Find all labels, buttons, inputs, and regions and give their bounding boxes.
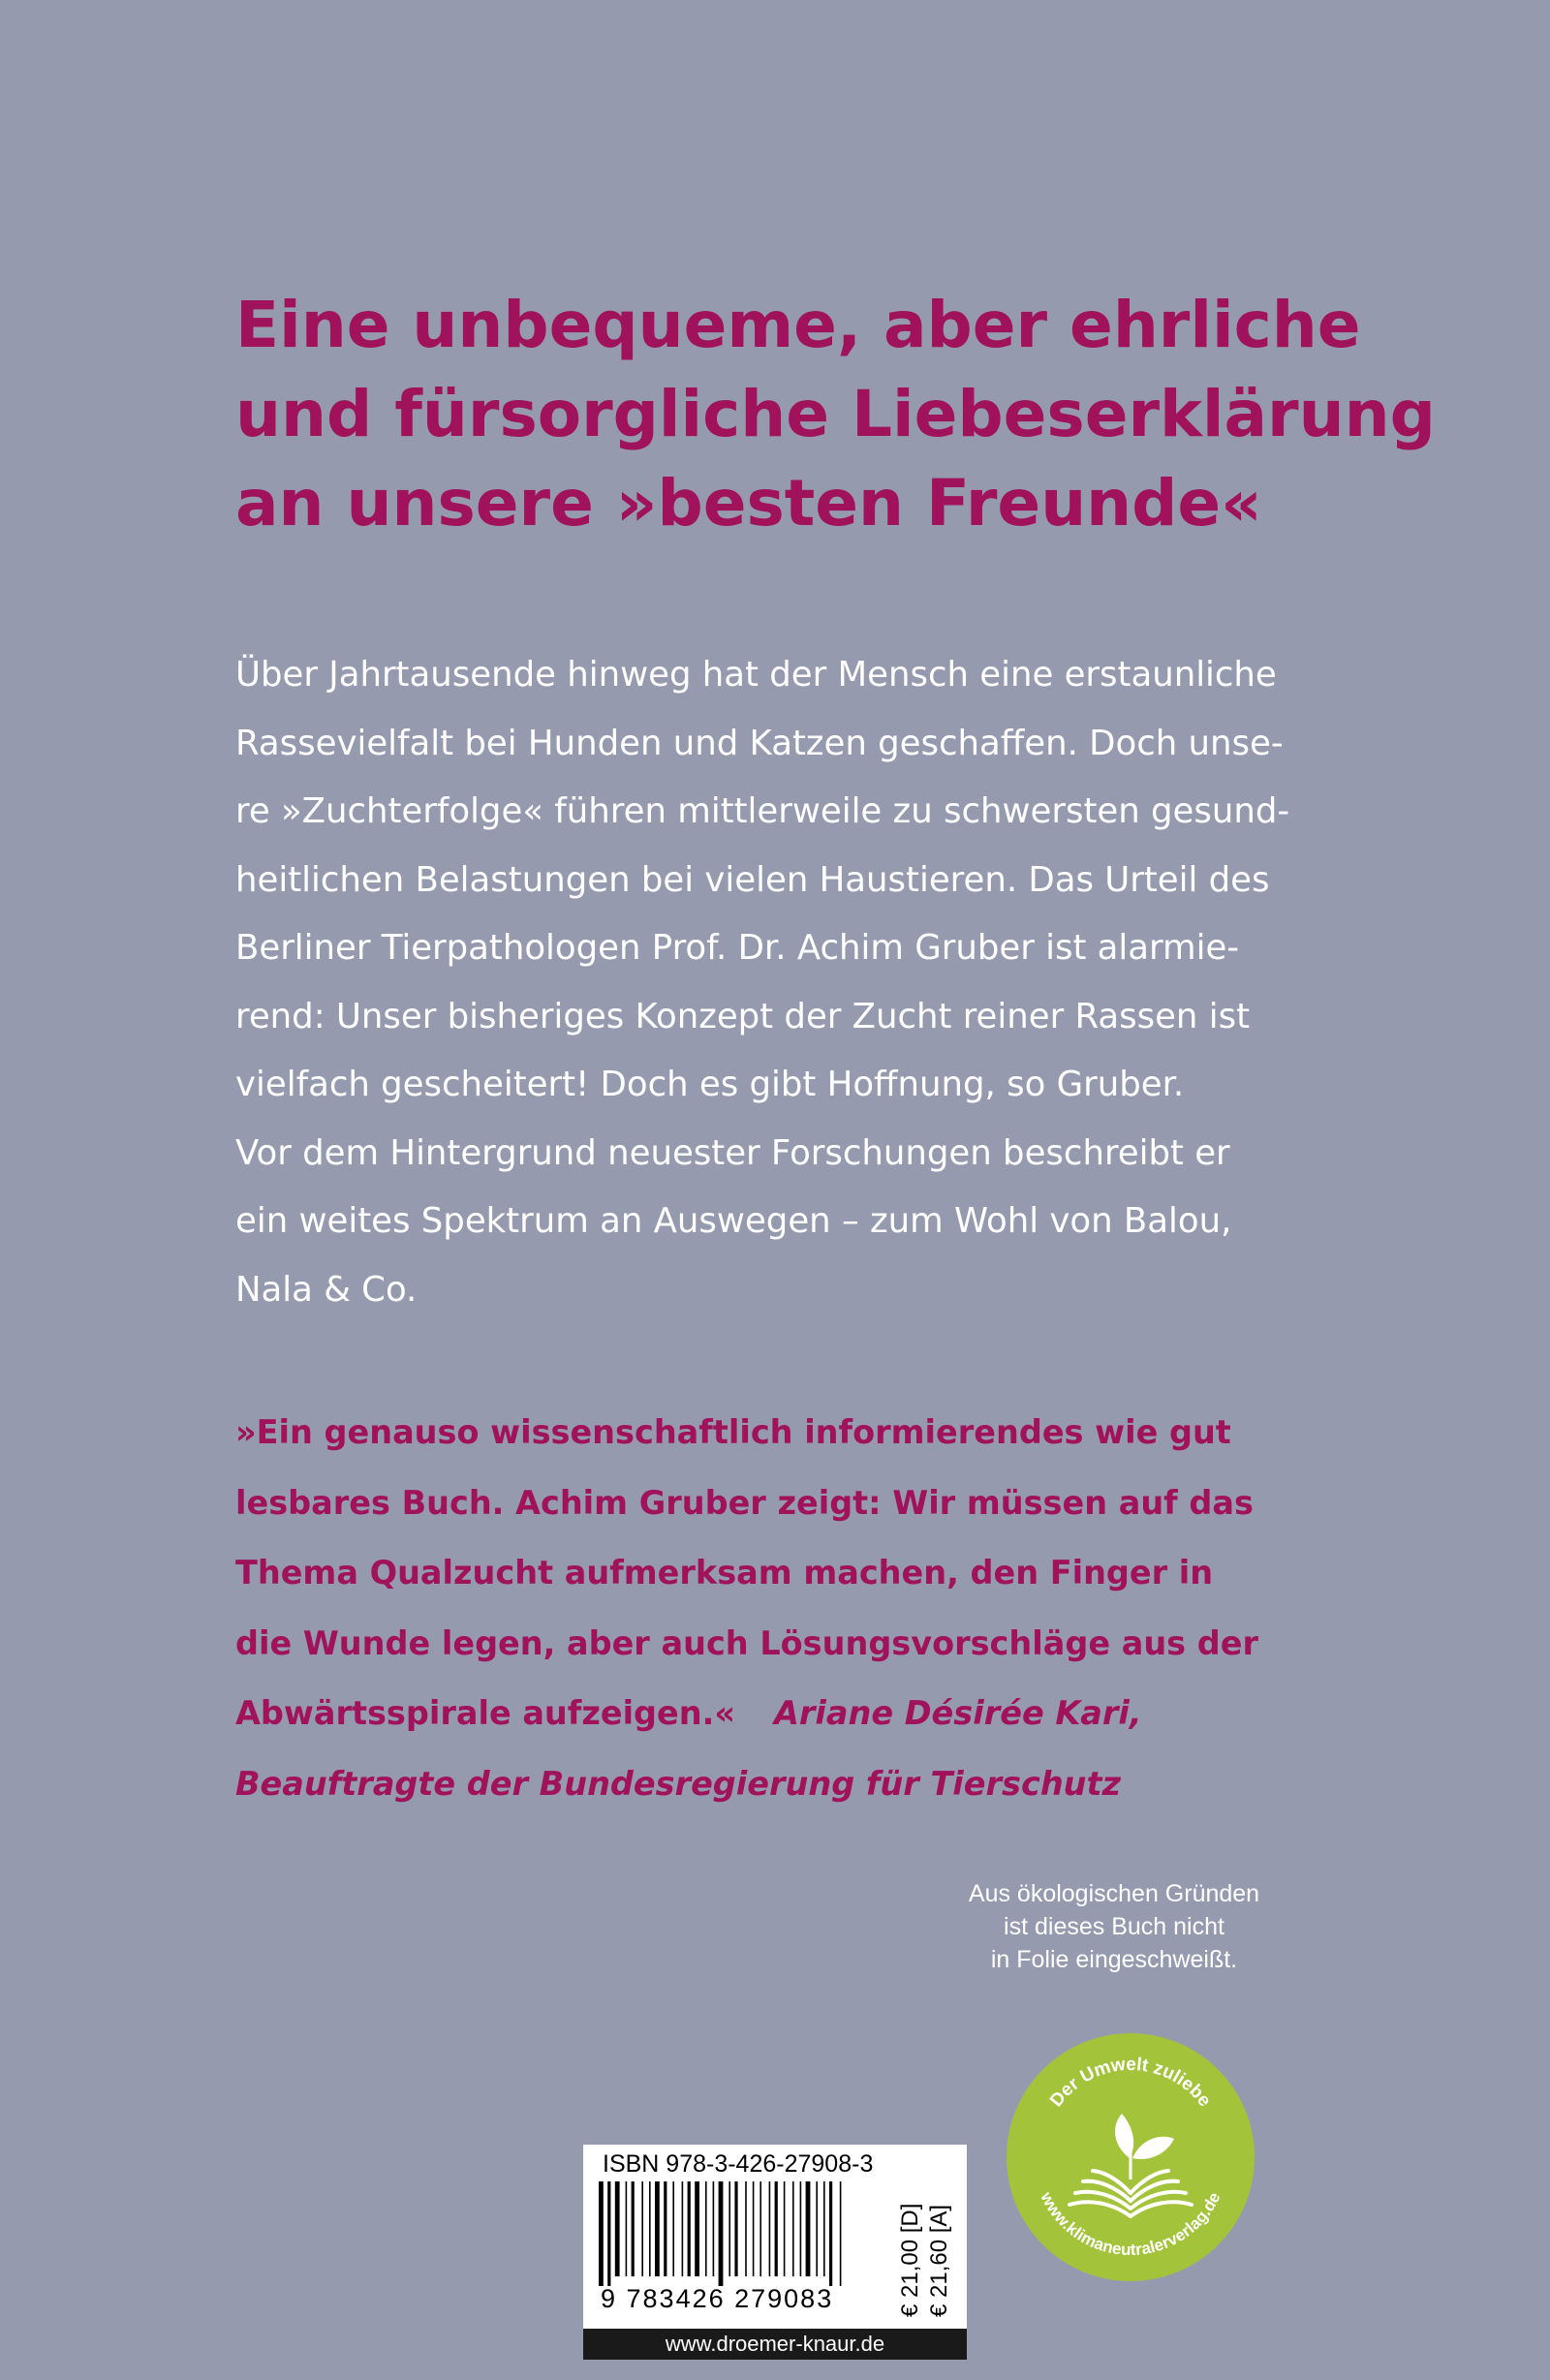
barcode-bar [682,2181,684,2276]
barcode-bar [734,2181,737,2276]
quote-line: Abwärtsspirale aufzeigen.« [235,1694,735,1732]
eco-note-line: ist dieses Buch nicht [1004,1913,1224,1940]
barcode-bar [632,2181,635,2276]
eco-note-line: in Folie eingeschweißt. [990,1946,1238,1973]
barcode-bar [705,2181,707,2276]
barcode-bar [829,2181,832,2286]
description-line: rend: Unser bisheriges Konzept der Zucht reiner Rassen ist [235,996,1250,1036]
barcode-bar [775,2181,778,2276]
barcode-bar [784,2181,786,2276]
description-line: ein weites Spektrum an Auswegen – zum Wohl von Balou, [235,1201,1232,1241]
seal-top-text: Der Umwelt zuliebe [1046,2054,1216,2112]
description-line: heitlichen Belastungen bei vielen Haustieren. Das Urteil des [235,859,1270,900]
barcode-bar [599,2181,604,2286]
ean-number: 9 783426 279083 [601,2284,834,2313]
price-austria: € 21,60 [A] [926,2204,952,2317]
seal-bottom-text: www.klimaneutralerverlag.de [1037,2189,1224,2260]
barcode-bar [649,2181,651,2276]
headline-line: Eine unbequeme, aber ehrliche [235,288,1361,362]
quote-author-role: Beauftragte der Bundesregierung für Tierschutz [235,1764,1122,1803]
climate-neutral-seal [1006,2032,1256,2282]
endorsement-quote [235,1398,1398,1819]
description-line: Rassevielfalt bei Hunden und Katzen geschaffen. Doch unse- [235,723,1284,763]
isbn-label: ISBN 978-3-426-27908-3 [603,2150,874,2178]
description-line: Vor dem Hintergrund neuester Forschungen beschreibt er [235,1132,1230,1173]
barcode-bar [728,2181,730,2276]
barcode-bar [769,2181,771,2276]
eco-note-line: Aus ökologischen Gründen [968,1880,1260,1907]
barcode-bar [695,2181,699,2276]
barcode-bar [719,2181,724,2286]
barcode-bar [655,2181,660,2276]
barcode-bar [753,2181,755,2276]
barcode-bar [641,2181,643,2276]
description-line: vielfach gescheitert! Doch es gibt Hoffnung, so Gruber. [235,1065,1185,1104]
barcode-bar [760,2181,761,2276]
quote-line: lesbares Buch. Achim Gruber zeigt: Wir müssen auf das [235,1483,1254,1522]
barcode-icon [597,2181,889,2286]
quote-line: die Wunde legen, aber auch Lösungsvorschläge aus der [235,1623,1258,1662]
description-line: Über Jahrtausende hinweg hat der Mensch eine erstaunliche [235,655,1277,695]
barcode-bar [607,2181,610,2286]
headline-line: an unsere »besten Freunde« [235,466,1262,541]
quote-line: »Ein genauso wissenschaftlich informierendes wie gut [235,1413,1231,1451]
barcode-bar [713,2181,715,2276]
barcode-bar [745,2181,747,2276]
barcode-bar [615,2181,620,2276]
barcode-bar [823,2181,825,2276]
book-description [235,641,1398,1324]
price-germany: € 21,00 [D] [897,2203,923,2317]
description-line: re »Zuchterfolge« führen mittlerweile zu schwersten gesund- [235,791,1290,831]
barcode-bar [840,2181,842,2286]
barcode-bar [688,2181,691,2276]
barcode-bar [672,2181,674,2276]
headline [235,281,1436,548]
publisher-website: www.droemer-knaur.de [583,2329,967,2360]
headline-line: und fürsorgliche Liebeserklärung [235,377,1436,451]
barcode-bar [816,2181,818,2276]
description-line: Nala & Co. [235,1269,418,1310]
eco-note [930,1877,1298,1976]
barcode-bar [800,2181,802,2276]
barcode-bar [626,2181,628,2276]
barcode-bar [792,2181,794,2276]
quote-last-line-row [235,1679,1398,1749]
quote-author: Ariane Désirée Kari, [773,1694,1142,1732]
description-line: Berliner Tierpathologen Prof. Dr. Achim Gruber ist alarmie- [235,928,1240,968]
barcode-bar [664,2181,666,2276]
barcode-bar [806,2181,811,2276]
quote-line: Thema Qualzucht aufmerksam machen, den Finger in [235,1554,1214,1592]
